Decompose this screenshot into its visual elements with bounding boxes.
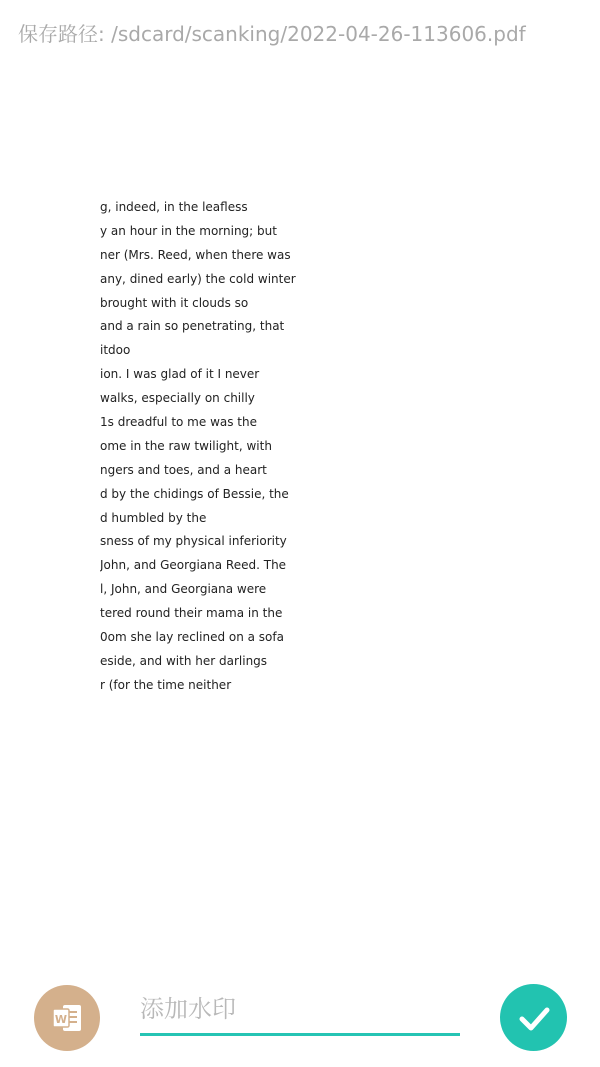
document-line: and a rain so penetrating, that [100, 319, 285, 334]
document-line: d humbled by the [100, 510, 207, 525]
word-icon [50, 1001, 84, 1035]
word-badge-letter: W [54, 1013, 68, 1026]
document-line: ner (Mrs. Reed, when there was [100, 247, 291, 262]
document-line: g, indeed, in the leafless [100, 200, 248, 214]
document-line: walks, especially on chilly [100, 391, 255, 406]
document-line: 1s dreadful to me was the [100, 415, 257, 430]
document-line: 0om she lay reclined on a sofa [100, 630, 284, 645]
document-line: brought with it clouds so [100, 295, 249, 310]
document-line: d by the chidings of Bessie, the [100, 486, 289, 501]
document-line: itdoo [100, 343, 131, 358]
document-line: tered round their mama in the [100, 606, 283, 621]
export-word-button[interactable] [34, 985, 100, 1051]
document-line: ion. I was glad of it I never [100, 367, 260, 382]
document-line: y an hour in the morning; but [100, 223, 277, 238]
document-preview [0, 60, 600, 970]
watermark-input[interactable] [140, 988, 460, 1036]
save-path-label: 保存路径: /sdcard/scanking/2022-04-26-113606.pdf [18, 22, 526, 46]
confirm-button[interactable] [500, 984, 567, 1051]
bottom-bar [0, 970, 600, 1067]
document-line: John, and Georgiana Reed. The [100, 558, 287, 573]
document-page-text [100, 196, 360, 698]
document-line: l, John, and Georgiana were [100, 582, 267, 597]
document-line: sness of my physical inferiority [100, 534, 287, 549]
document-line: ngers and toes, and a heart [100, 462, 267, 477]
document-line: eside, and with her darlings [100, 653, 268, 668]
document-line: ome in the raw twilight, with [100, 438, 272, 453]
checkmark-icon [514, 998, 554, 1038]
document-line: any, dined early) the cold winter [100, 271, 296, 286]
document-line: r (for the time neither [100, 677, 232, 692]
